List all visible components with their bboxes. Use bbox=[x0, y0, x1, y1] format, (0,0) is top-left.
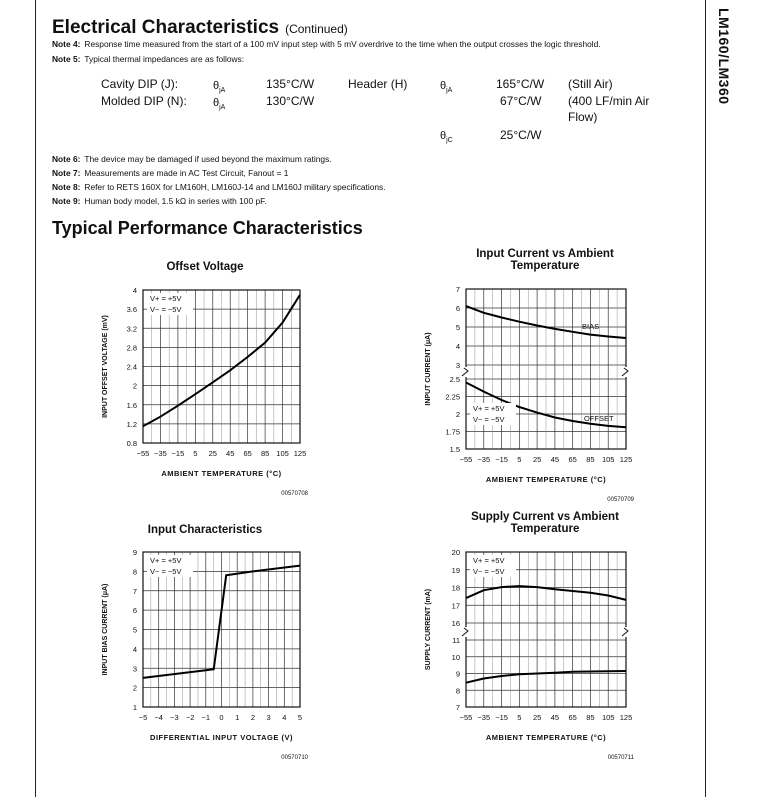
side-part-label: LM160/LM360 bbox=[716, 8, 732, 105]
y-tick-label: 1.75 bbox=[445, 427, 460, 437]
x-tick-label: 105 bbox=[276, 449, 289, 458]
x-tick-label: −15 bbox=[495, 713, 508, 722]
y-axis-label: INPUT BIAS CURRENT (μA) bbox=[102, 583, 109, 676]
note-text: Human body model, 1.5 kΩ in series with 100 pF. bbox=[84, 196, 267, 206]
y-tick-label: 7 bbox=[132, 586, 137, 596]
x-axis-label: AMBIENT TEMPERATURE (°C) bbox=[485, 733, 607, 742]
y-tick-label: 8 bbox=[455, 686, 460, 696]
note-text: Typical thermal impedances are as follows: bbox=[84, 54, 245, 64]
legend-vplus: V+ = +5V bbox=[150, 294, 182, 303]
y-tick-label: 6 bbox=[132, 606, 137, 616]
x-axis-label: DIFFERENTIAL INPUT VOLTAGE (V) bbox=[150, 733, 293, 742]
theta-jc-value: 25°C/W bbox=[500, 128, 542, 142]
x-tick-label: 5 bbox=[517, 455, 522, 464]
cavity-dip-label: Cavity DIP (J): bbox=[101, 77, 179, 91]
y-tick-label: 20 bbox=[451, 548, 460, 557]
x-tick-label: −3 bbox=[170, 713, 179, 722]
y-tick-label: 4 bbox=[455, 342, 460, 351]
note-text: Response time measured from the start of a 100 mV input step with 5 mV overdrive to the time when the output crosses the logic threshold. bbox=[84, 39, 601, 49]
chart-title-input-characteristics: Input Characteristics bbox=[147, 524, 263, 536]
theta-ja-cavity: $\theta_{jA}$ bbox=[213, 80, 226, 95]
legend-vminus: V− = −5V bbox=[473, 567, 505, 576]
y-tick-label: 16 bbox=[451, 619, 460, 628]
y-tick-label: 11 bbox=[452, 636, 460, 645]
y-tick-label: 2 bbox=[132, 683, 137, 693]
air-flow-value: 67°C/W bbox=[500, 94, 542, 108]
figure-code: 00570708 bbox=[281, 491, 308, 497]
legend-vplus: V+ = +5V bbox=[150, 556, 182, 565]
x-tick-label: 4 bbox=[282, 713, 287, 722]
x-tick-label: 125 bbox=[619, 455, 633, 464]
x-tick-label: −55 bbox=[459, 713, 473, 722]
x-tick-label: 45 bbox=[226, 449, 235, 458]
x-tick-label: 25 bbox=[208, 449, 217, 458]
note-label: Note 9: bbox=[52, 196, 81, 206]
y-tick-label: 2.5 bbox=[449, 375, 460, 384]
x-tick-label: 3 bbox=[266, 713, 271, 722]
y-tick-label: 1.5 bbox=[449, 445, 460, 454]
x-tick-label: 25 bbox=[532, 455, 542, 464]
x-tick-label: 105 bbox=[601, 713, 615, 722]
note-label: Note 5: bbox=[52, 54, 81, 64]
x-axis-label: AMBIENT TEMPERATURE (°C) bbox=[161, 469, 282, 478]
series-label-offset: OFFSET bbox=[584, 414, 614, 424]
x-tick-label: 5 bbox=[193, 449, 198, 458]
x-tick-label: 105 bbox=[601, 455, 615, 464]
y-tick-label: 3.6 bbox=[126, 305, 137, 315]
legend-vminus: V− = −5V bbox=[150, 305, 182, 314]
y-tick-label: 4 bbox=[132, 286, 137, 295]
x-tick-label: 25 bbox=[532, 713, 542, 722]
x-tick-label: −35 bbox=[154, 449, 167, 458]
x-tick-label: 2 bbox=[250, 713, 255, 722]
note-text: Refer to RETS 160X for LM160H, LM160J-14 and LM160J military specifications. bbox=[84, 182, 386, 192]
x-tick-label: 45 bbox=[550, 455, 560, 464]
x-tick-label: 125 bbox=[293, 449, 307, 458]
y-tick-label: 5 bbox=[455, 323, 460, 332]
x-tick-label: −5 bbox=[138, 713, 148, 722]
y-tick-label: 1.2 bbox=[126, 419, 137, 429]
theta-ja-molded: $\theta_{jA}$ bbox=[213, 97, 226, 112]
y-tick-label: 2.25 bbox=[445, 392, 460, 402]
x-tick-label: −4 bbox=[154, 713, 163, 722]
y-tick-label: 19 bbox=[451, 565, 460, 575]
y-tick-label: 4 bbox=[132, 644, 137, 654]
x-tick-label: 65 bbox=[243, 449, 252, 458]
y-axis-label: SUPPLY CURRENT (mA) bbox=[425, 588, 432, 671]
y-tick-label: 0.8 bbox=[126, 439, 137, 448]
y-tick-label: 3 bbox=[455, 361, 460, 370]
x-tick-label: 45 bbox=[550, 713, 560, 722]
y-tick-label: 3 bbox=[132, 664, 137, 674]
note-label: Note 7: bbox=[52, 168, 81, 178]
series-label-bias: BIAS bbox=[582, 322, 600, 332]
x-tick-label: 5 bbox=[517, 713, 522, 722]
x-axis-label: AMBIENT TEMPERATURE (°C) bbox=[485, 475, 607, 484]
y-tick-label: 9 bbox=[132, 548, 137, 557]
y-tick-label: 2.4 bbox=[126, 362, 137, 372]
theta-ja-header: $\theta_{jA}$ bbox=[440, 80, 453, 95]
x-tick-label: 65 bbox=[568, 455, 577, 464]
y-tick-label: 2 bbox=[455, 410, 460, 419]
legend-vminus: V− = −5V bbox=[473, 415, 505, 424]
y-tick-label: 9 bbox=[455, 669, 460, 679]
note-label: Note 4: bbox=[52, 39, 81, 49]
figure-code: 00570709 bbox=[607, 497, 634, 503]
chart-title-supply-current: Supply Current vs Ambient Temperature bbox=[471, 511, 619, 535]
note-text: Measurements are made in AC Test Circuit, Fanout = 1 bbox=[84, 168, 289, 178]
x-tick-label: −35 bbox=[477, 713, 491, 722]
x-tick-label: 125 bbox=[619, 713, 633, 722]
chart-title-offset-voltage: Offset Voltage bbox=[166, 261, 244, 273]
section-title-text: Electrical Characteristics bbox=[52, 17, 280, 38]
y-tick-label: 5 bbox=[132, 625, 137, 635]
y-tick-label: 2 bbox=[132, 381, 137, 391]
air-flow-label-1: (400 LF/min Air bbox=[568, 94, 650, 108]
figure-code: 00570711 bbox=[607, 755, 634, 761]
x-tick-label: −1 bbox=[201, 713, 211, 722]
figure-code: 00570710 bbox=[281, 755, 308, 761]
y-tick-label: 3.2 bbox=[126, 324, 137, 334]
note-label: Note 6: bbox=[52, 154, 81, 164]
y-tick-label: 17 bbox=[451, 601, 460, 611]
x-tick-label: 5 bbox=[297, 713, 303, 722]
chart-title-input-current: Input Current vs Ambient Temperature bbox=[476, 248, 614, 272]
y-tick-label: 7 bbox=[455, 285, 460, 294]
y-tick-label: 10 bbox=[451, 652, 460, 662]
y-tick-label: 7 bbox=[455, 703, 460, 712]
theta-jc-header: $\theta_{jC}$ bbox=[440, 130, 453, 145]
molded-dip-label: Molded DIP (N): bbox=[101, 94, 187, 108]
x-tick-label: 85 bbox=[586, 713, 595, 722]
air-flow-label-2: Flow) bbox=[568, 110, 598, 124]
continued-label: (Continued) bbox=[285, 22, 348, 36]
note-label: Note 8: bbox=[52, 182, 81, 192]
x-tick-label: −15 bbox=[495, 455, 508, 464]
still-air-label: (Still Air) bbox=[568, 77, 613, 91]
x-tick-label: 85 bbox=[586, 455, 595, 464]
x-tick-label: −55 bbox=[459, 455, 473, 464]
legend-vminus: V− = −5V bbox=[150, 567, 182, 576]
legend-vplus: V+ = +5V bbox=[473, 556, 505, 565]
y-axis-label: INPUT CURRENT (μA) bbox=[425, 332, 432, 406]
x-tick-label: 85 bbox=[260, 449, 270, 458]
x-tick-label: 0 bbox=[219, 713, 224, 722]
y-axis-label: INPUT OFFSET VOLTAGE (mV) bbox=[102, 315, 109, 418]
y-tick-label: 18 bbox=[451, 583, 460, 593]
x-tick-label: −15 bbox=[171, 449, 185, 458]
molded-dip-value: 130°C/W bbox=[266, 94, 315, 108]
x-tick-label: 65 bbox=[568, 713, 577, 722]
legend-vplus: V+ = +5V bbox=[473, 404, 505, 413]
x-tick-label: −35 bbox=[477, 455, 491, 464]
y-tick-label: 2.8 bbox=[126, 343, 137, 353]
header-label: Header (H) bbox=[348, 77, 408, 91]
x-tick-label: −2 bbox=[185, 713, 195, 722]
section-title-performance: Typical Performance Characteristics bbox=[52, 218, 363, 238]
x-tick-label: −55 bbox=[136, 449, 150, 458]
still-air-value: 165°C/W bbox=[496, 77, 545, 91]
note-text: The device may be damaged if used beyond the maximum ratings. bbox=[84, 154, 332, 164]
y-tick-label: 1.6 bbox=[126, 400, 137, 410]
y-tick-label: 8 bbox=[132, 567, 137, 577]
x-tick-label: 1 bbox=[235, 713, 240, 722]
cavity-dip-value: 135°C/W bbox=[266, 77, 315, 91]
y-tick-label: 6 bbox=[455, 304, 460, 313]
y-tick-label: 1 bbox=[132, 703, 137, 712]
